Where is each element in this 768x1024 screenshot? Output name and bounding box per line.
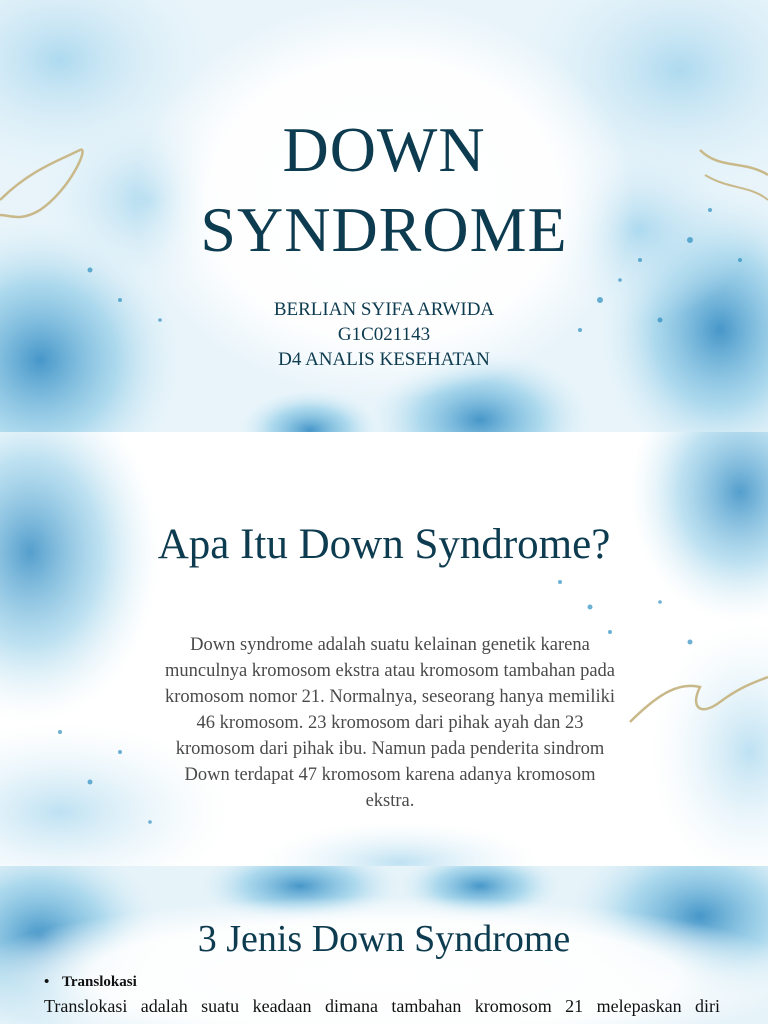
presentation-title-line2: SYNDROME <box>200 194 568 265</box>
types-slide-content <box>0 866 768 1024</box>
text-line: Down syndrome adalah suatu kelainan genetik karena <box>190 635 590 655</box>
bullet-marker: • <box>44 974 50 990</box>
text-line: kromosom nomor 21. Normalnya, seseorang hanya memiliki <box>164 687 616 707</box>
text-line: 46 kromosom. 23 kromosom dari pihak ayah dan 23 <box>196 713 584 733</box>
study-program: D4 ANALIS KESEHATAN <box>278 349 490 370</box>
slide-title: Apa Itu Down Syndrome? <box>157 521 611 568</box>
definition-slide <box>0 432 768 866</box>
author-name: BERLIAN SYIFA ARWIDA <box>273 299 495 320</box>
definition-text <box>120 632 660 814</box>
bullet-item <box>44 974 137 991</box>
title-slide-content <box>0 0 768 432</box>
presentation-title-line1: DOWN <box>282 114 486 185</box>
title-slide <box>0 0 768 432</box>
slide-title: 3 Jenis Down Syndrome <box>197 918 571 960</box>
definition-slide-content <box>0 432 768 866</box>
text-line: munculnya kromosom ekstra atau kromosom tambahan pada <box>164 661 616 681</box>
text-line: Down terdapat 47 kromosom karena adanya kromosom <box>184 765 596 785</box>
translokasi-description: Translokasi adalah suatu keadaan dimana tambahan kromosom 21 melepaskan diri <box>44 996 720 1016</box>
bullet-label: Translokasi <box>62 974 137 990</box>
types-slide <box>0 866 768 1024</box>
text-line: ekstra. <box>365 791 415 811</box>
text-line: kromosom dari pihak ibu. Namun pada penderita sindrom <box>175 739 605 759</box>
student-id: G1C021143 <box>337 324 431 345</box>
